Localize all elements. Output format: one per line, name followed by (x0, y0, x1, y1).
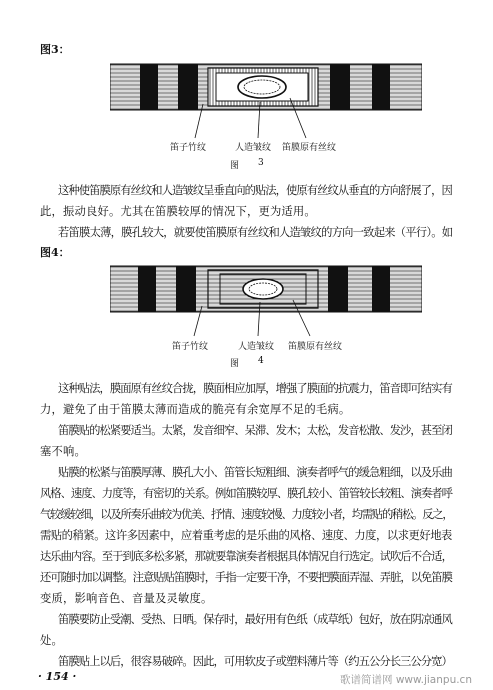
paragraph-line: 笛膜贴的松紧要适当。太紧，发音细窄、呆滞、发木；太松，发音松散、发沙，甚至闭 (58, 424, 452, 437)
paragraph-line: 还可随时加以调整。注意贴贴笛膜时，手指一定要干净，不要把膜面弄湿、弄脏，以免笛膜 (40, 571, 452, 584)
figure-4-caption-prefix: 图 (230, 359, 240, 369)
figure-3-caption-number: 3 (258, 158, 264, 168)
page-number: · 154 · (38, 670, 77, 683)
paragraph-line: 若笛膜太薄，膜孔较大，就要使笛膜原有丝纹和人造皱纹的方向一致起来（平行）。如 (58, 226, 453, 239)
paragraph-line: 气较缓较细，以及所奏乐曲较为优美、抒情、速度较慢、力度较小者，均需贴的稍松。反之， (40, 508, 453, 521)
figure-4-annotation-wrinkle: 人造皱纹 (238, 342, 275, 352)
figure-3-caption-prefix: 图 (230, 161, 240, 171)
paragraph-line: 此，振动良好。尤其在笛膜较厚的情况下，更为适用。 (40, 205, 316, 218)
paragraph-line: 力，避免了由于笛膜太薄而造成的脆亮有余宽厚不足的毛病。 (40, 403, 351, 416)
paragraph-line: 变质，影响音色、音量及灵敏度。 (40, 592, 213, 605)
figure-4-annotation-bamboo: 笛子竹纹 (172, 342, 209, 352)
paragraph-line: 塞不响。 (40, 445, 86, 458)
paragraph-line: 达乐曲内容。至于到底多松多紧，那就要靠演奏者根据具体情况自行选定。试吹后不合适， (40, 550, 452, 563)
figure-4-label: 图4： (40, 246, 70, 259)
figure-3-annotation-wrinkle: 人造皱纹 (235, 143, 272, 153)
paragraph-line: 处。 (40, 634, 63, 647)
watermark: 歌谱简谱网 www.jianpu.cn (340, 674, 472, 686)
figure-3-annotation-bamboo: 笛子竹纹 (170, 143, 207, 153)
paragraph-line: 风格、速度、力度等，有密切的关系。例如笛膜较厚、膜孔较小、笛管较长较粗、演奏者呼 (40, 487, 452, 500)
paragraph-line: 笛膜要防止受潮、受热、日晒。保存时，最好用有色纸（成草纸）包好，放在阴凉通风 (58, 613, 452, 626)
paragraph-line: 贴膜的松紧与笛膜厚薄、膜孔大小、笛管长短粗细、演奏者呼气的缓急粗细，以及乐曲 (58, 466, 452, 479)
figure-3-annotation-silk: 笛膜原有丝纹 (282, 143, 337, 153)
figure-4-annotation-silk: 笛膜原有丝纹 (288, 342, 343, 352)
figure-3-label: 图3： (40, 43, 70, 56)
paragraph-line: 需贴的稍紧。这许多因素中，应着重考虑的是乐曲的风格、速度、力度，以求更好地表 (40, 529, 452, 542)
paragraph-line: 笛膜贴上以后，很容易破碎。因此，可用软皮子或塑料薄片等（约五公分长三公分宽） (58, 655, 452, 668)
paragraph-line: 这种贴法，膜面原有丝纹合拢，膜面相应加厚，增强了膜面的抗震力，笛音即可结实有 (58, 382, 452, 395)
paragraph-line: 这种使笛膜原有丝纹和人造皱纹呈垂直向的贴法，使原有丝纹从垂直的方向舒展了，因 (58, 184, 452, 197)
figure-4-caption-number: 4 (258, 356, 264, 366)
figure-3-illustration (110, 60, 422, 180)
